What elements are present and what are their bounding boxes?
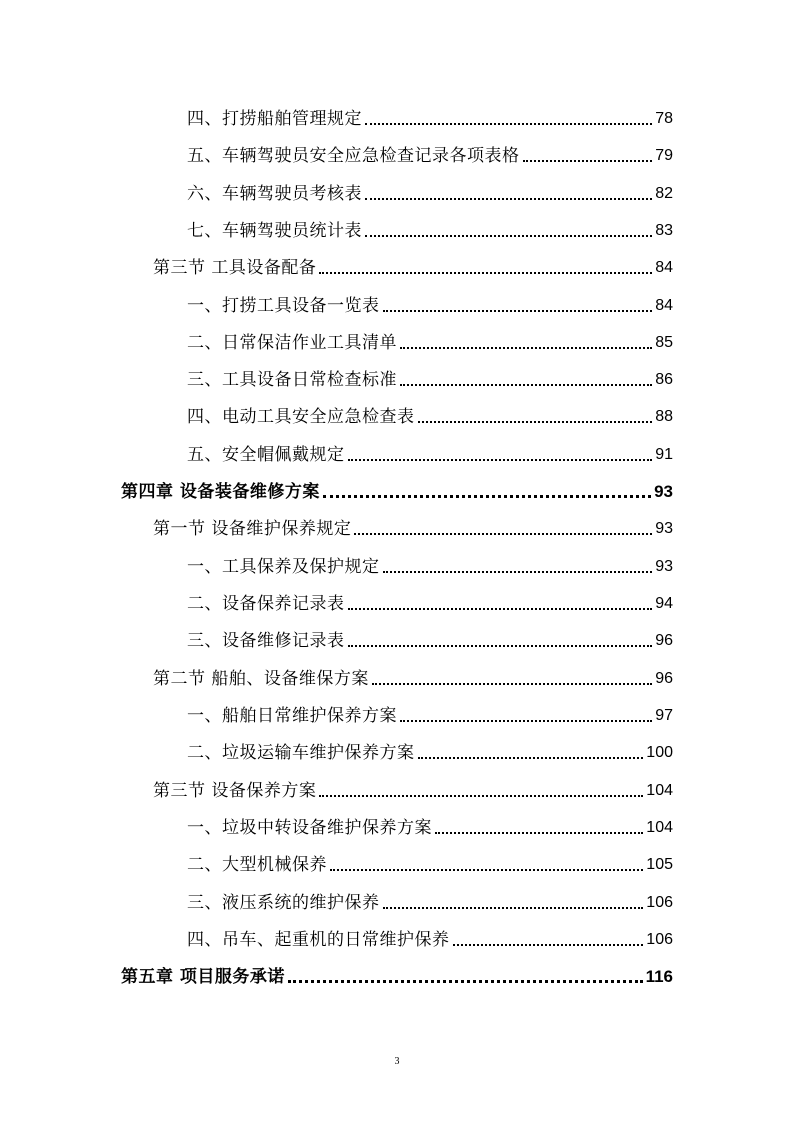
- dot-leader: [383, 907, 644, 909]
- toc-entry-title: 二、设备保养记录表: [187, 594, 345, 614]
- dot-leader: [435, 832, 643, 834]
- toc-entry-title: 四、打捞船舶管理规定: [187, 109, 362, 129]
- toc-entry-title: 一、垃圾中转设备维护保养方案: [187, 818, 432, 838]
- toc-entry-page: 93: [655, 558, 673, 575]
- toc-entry-page: 91: [655, 446, 673, 463]
- dot-leader: [453, 944, 644, 946]
- dot-leader: [348, 608, 653, 610]
- toc-entry-page: 82: [655, 185, 673, 202]
- toc-entry-page: 79: [655, 147, 673, 164]
- toc-entry-title: 第三节 设备保养方案: [153, 781, 317, 801]
- toc-entry-title: 第五章 项目服务承诺: [121, 967, 285, 987]
- dot-leader: [354, 533, 652, 535]
- toc-entry-title: 六、车辆驾驶员考核表: [187, 184, 362, 204]
- toc-entry[interactable]: [121, 964, 673, 990]
- toc-entry-page: 116: [645, 967, 673, 986]
- toc-entry-title: 五、车辆驾驶员安全应急检查记录各项表格: [187, 146, 520, 166]
- toc-entry-title: 四、吊车、起重机的日常维护保养: [187, 930, 450, 950]
- toc-entry[interactable]: [187, 442, 673, 468]
- toc-entry-page: 100: [646, 744, 673, 761]
- dot-leader: [383, 571, 653, 573]
- dot-leader: [400, 384, 652, 386]
- toc-entry-page: 96: [655, 670, 673, 687]
- toc-entry[interactable]: [187, 815, 673, 841]
- toc-entry[interactable]: [187, 852, 673, 878]
- toc-entry-page: 106: [646, 931, 673, 948]
- toc-entry[interactable]: [121, 479, 673, 505]
- toc-entry-title: 一、工具保养及保护规定: [187, 557, 380, 577]
- toc-entry[interactable]: [187, 106, 673, 132]
- toc-entry-title: 二、垃圾运输车维护保养方案: [187, 743, 415, 763]
- toc-entry-page: 105: [646, 856, 673, 873]
- toc-entry[interactable]: [153, 666, 673, 692]
- toc-entry[interactable]: [187, 367, 673, 393]
- dot-leader: [365, 123, 652, 125]
- toc-entry[interactable]: [187, 927, 673, 953]
- toc-entry-title: 四、电动工具安全应急检查表: [187, 407, 415, 427]
- toc-entry[interactable]: [187, 554, 673, 580]
- toc-entry[interactable]: [187, 703, 673, 729]
- toc-entry-page: 85: [655, 334, 673, 351]
- toc-entry[interactable]: [187, 740, 673, 766]
- toc-entry[interactable]: [187, 330, 673, 356]
- toc-entry[interactable]: [187, 293, 673, 319]
- dot-leader: [400, 720, 652, 722]
- dot-leader: [418, 757, 644, 759]
- dot-leader: [418, 421, 653, 423]
- dot-leader: [400, 347, 652, 349]
- toc-entry-page: 97: [655, 707, 673, 724]
- toc-entry-page: 86: [655, 371, 673, 388]
- toc-entry-title: 三、设备维修记录表: [187, 631, 345, 651]
- toc-entry-title: 第二节 船舶、设备维保方案: [153, 669, 369, 689]
- dot-leader: [330, 869, 643, 871]
- toc-entry-title: 二、日常保洁作业工具清单: [187, 333, 397, 353]
- toc-entry-page: 96: [655, 632, 673, 649]
- toc-entry-title: 三、液压系统的维护保养: [187, 893, 380, 913]
- toc-entry-page: 104: [646, 782, 673, 799]
- toc-entry[interactable]: [187, 404, 673, 430]
- dot-leader: [372, 683, 652, 685]
- toc-entry[interactable]: [187, 143, 673, 169]
- toc-entry-title: 第三节 工具设备配备: [153, 258, 317, 278]
- toc-entry-title: 二、大型机械保养: [187, 855, 327, 875]
- toc-entry-page: 84: [655, 297, 673, 314]
- dot-leader: [348, 645, 653, 647]
- toc-entry[interactable]: [187, 890, 673, 916]
- toc-entry-page: 93: [654, 482, 673, 501]
- toc-entry-title: 五、安全帽佩戴规定: [187, 445, 345, 465]
- toc-entry-page: 84: [655, 259, 673, 276]
- toc-entry-title: 第一节 设备维护保养规定: [153, 519, 352, 539]
- toc-entry[interactable]: [153, 516, 673, 542]
- toc-entry[interactable]: [187, 218, 673, 244]
- dot-leader: [319, 795, 643, 797]
- dot-leader: [365, 235, 652, 237]
- dot-leader: [383, 310, 653, 312]
- toc-entry-page: 106: [646, 894, 673, 911]
- toc-entry[interactable]: [153, 778, 673, 804]
- toc-entry-page: 104: [646, 819, 673, 836]
- toc-entry[interactable]: [153, 255, 673, 281]
- dot-leader: [523, 160, 653, 162]
- dot-leader: [288, 980, 643, 983]
- dot-leader: [348, 459, 653, 461]
- toc-entry-page: 94: [655, 595, 673, 612]
- toc-entry-title: 一、打捞工具设备一览表: [187, 296, 380, 316]
- toc-entry-page: 78: [655, 110, 673, 127]
- toc-entry[interactable]: [187, 628, 673, 654]
- toc-entry-title: 第四章 设备装备维修方案: [121, 482, 320, 502]
- dot-leader: [365, 198, 652, 200]
- page-number: 3: [394, 1056, 400, 1067]
- toc-entry-title: 一、船舶日常维护保养方案: [187, 706, 397, 726]
- toc-entry-title: 三、工具设备日常检查标准: [187, 370, 397, 390]
- toc-entry-page: 88: [655, 408, 673, 425]
- toc-entry[interactable]: [187, 591, 673, 617]
- dot-leader: [323, 495, 651, 498]
- toc-entry-page: 83: [655, 222, 673, 239]
- toc-entry-title: 七、车辆驾驶员统计表: [187, 221, 362, 241]
- toc-entry-page: 93: [655, 520, 673, 537]
- toc-entry[interactable]: [187, 181, 673, 207]
- dot-leader: [319, 272, 652, 274]
